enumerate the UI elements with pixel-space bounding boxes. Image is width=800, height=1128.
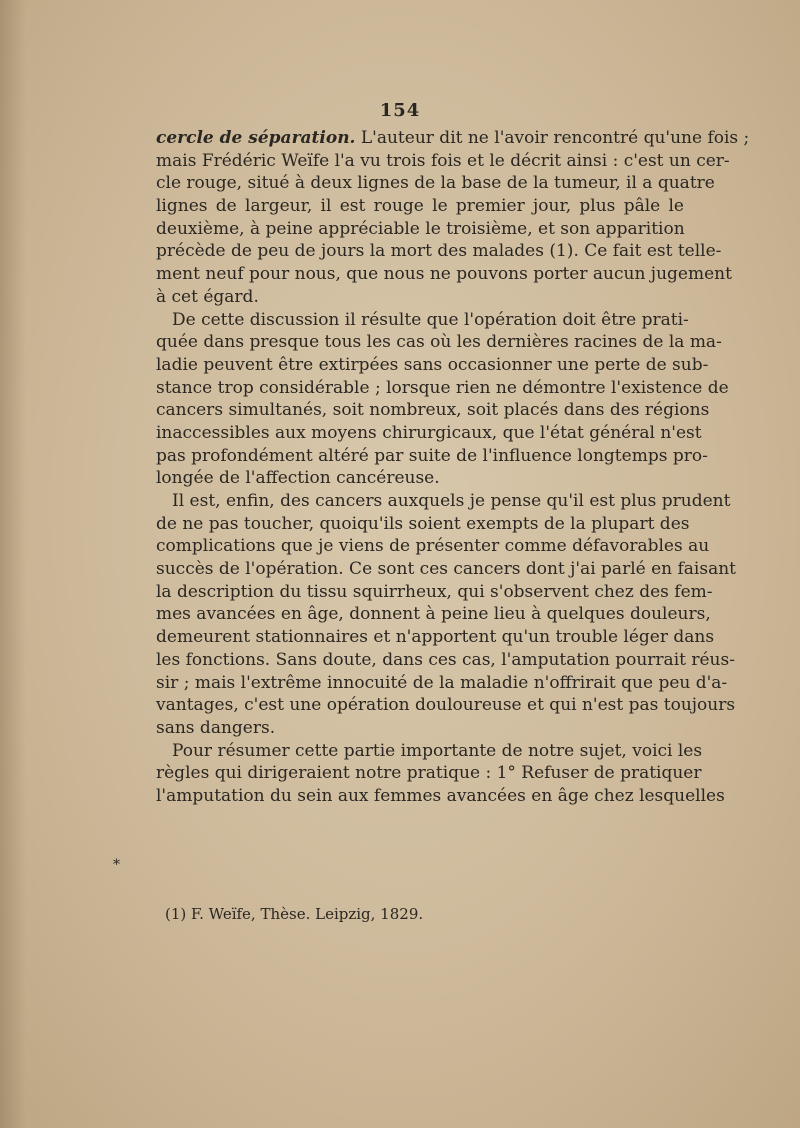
text-line: lignes de largeur, il est rouge le premier jour, plus pâle le bbox=[156, 196, 684, 217]
text-line: Il est, enfin, des cancers auxquels je pense qu'il est plus prudent bbox=[172, 491, 731, 511]
text-line: stance trop considérable ; lorsque rien ne démontre l'existence de bbox=[156, 377, 729, 398]
text-line: demeurent stationnaires et n'apportent qu'un trouble léger dans bbox=[156, 627, 715, 648]
text-line: De cette discussion il résulte que l'opération doit être prati- bbox=[172, 309, 689, 330]
text-line: à cet égard. bbox=[156, 286, 259, 307]
text-line: mes avancées en âge, donnent à peine lieu à quelques douleurs, bbox=[156, 604, 711, 625]
footnote: (1) F. Weïfe, Thèse. Leipzig, 1829. bbox=[165, 905, 424, 923]
text-line: sir ; mais l'extrême innocuité de la maladie n'offrirait que peu d'a- bbox=[156, 672, 728, 693]
body-text bbox=[156, 127, 750, 808]
text-line: mais Frédéric Weïfe l'a vu trois fois et le décrit ainsi : c'est un cer- bbox=[156, 150, 730, 171]
text-line: cercle de séparation. L'auteur dit ne l'avoir rencontré qu'une fois ; bbox=[156, 128, 750, 148]
text-line: longée de l'affection cancéreuse. bbox=[156, 468, 440, 489]
text-line: complications que je viens de présenter comme défavorables au bbox=[156, 536, 710, 557]
text-line: ladie peuvent être extirpées sans occasionner une perte de sub- bbox=[156, 354, 709, 375]
text-line: les fonctions. Sans doute, dans ces cas, l'amputation pourrait réus- bbox=[156, 649, 735, 670]
text-line: l'amputation du sein aux femmes avancées en âge chez lesquelles bbox=[156, 785, 725, 806]
page-number: 154 bbox=[379, 100, 421, 121]
text-line: inaccessibles aux moyens chirurgicaux, que l'état général n'est bbox=[156, 422, 702, 443]
text-line: pas profondément altéré par suite de l'influence longtemps pro- bbox=[156, 445, 708, 466]
text-line: ment neuf pour nous, que nous ne pouvons porter aucun jugement bbox=[156, 264, 732, 285]
text-line: cancers simultanés, soit nombreux, soit placés dans des régions bbox=[156, 400, 710, 421]
margin-marker: * bbox=[113, 857, 120, 873]
text-line: deuxième, à peine appréciable le troisième, et son apparition bbox=[156, 218, 685, 239]
text-line: succès de l'opération. Ce sont ces cancers dont j'ai parlé en faisant bbox=[156, 559, 737, 580]
text-line: de ne pas toucher, quoiqu'ils soient exempts de la plupart des bbox=[156, 513, 690, 534]
text-line: la description du tissu squirrheux, qui s'observent chez des fem- bbox=[156, 581, 713, 602]
text-line: cle rouge, situé à deux lignes de la base de la tumeur, il a quatre bbox=[156, 173, 715, 194]
text-line: sans dangers. bbox=[156, 717, 276, 738]
text-line: Pour résumer cette partie importante de notre sujet, voici les bbox=[172, 740, 703, 761]
text-line: précède de peu de jours la mort des malades (1). Ce fait est telle- bbox=[156, 241, 722, 262]
text-line: vantages, c'est une opération douloureuse et qui n'est pas toujours bbox=[156, 695, 736, 716]
text-line: règles qui dirigeraient notre pratique : 1° Refuser de pratiquer bbox=[156, 763, 702, 784]
text-line: quée dans presque tous les cas où les dernières racines de la ma- bbox=[156, 332, 722, 353]
